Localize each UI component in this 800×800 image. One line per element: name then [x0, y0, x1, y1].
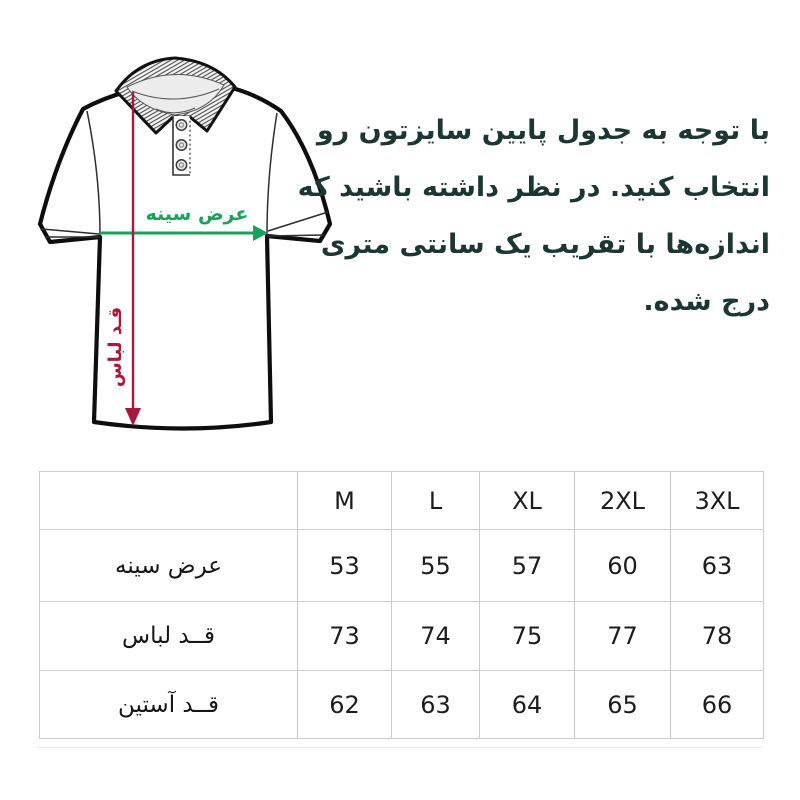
value-cell: 66: [671, 671, 764, 739]
value-cell: 74: [392, 602, 480, 671]
value-cell: 55: [392, 530, 480, 602]
value-cell: 53: [298, 530, 392, 602]
size-table: [39, 471, 764, 739]
chest-width-arrow-label: عرض سینه: [145, 203, 249, 225]
table-header-row: [40, 472, 764, 530]
value-cell: 60: [575, 530, 671, 602]
value-cell: 63: [392, 671, 480, 739]
intro-paragraph: [297, 102, 770, 330]
header-cell-2xl: 2XL: [575, 472, 671, 530]
header-cell-m: M: [298, 472, 392, 530]
value-cell: 75: [480, 602, 575, 671]
row-label: قــد لباس: [40, 602, 298, 671]
row-label: قــد آستین: [40, 671, 298, 739]
row-label: عرض سینه: [40, 530, 298, 602]
intro-line: با توجه به جدول پایین سایزتون رو: [316, 115, 770, 146]
button-icon: [176, 140, 186, 150]
corner-cell: [40, 472, 298, 530]
value-cell: 65: [575, 671, 671, 739]
value-cell: 62: [298, 671, 392, 739]
intro-line: انتخاب کنید. در نظر داشته باشید که: [297, 172, 770, 203]
garment-length-arrow-label: قـد لباس: [105, 306, 126, 388]
header-cell-xl: XL: [480, 472, 575, 530]
intro-line: اندازه‌ها با تقریب یک سانتی متری: [320, 229, 770, 260]
table-row-chest-width: [40, 530, 764, 602]
intro-line: درج شده.: [643, 286, 770, 317]
header-cell-l: L: [392, 472, 480, 530]
table-row-sleeve-length: [40, 671, 764, 739]
value-cell: 64: [480, 671, 575, 739]
button-icon: [176, 120, 186, 130]
shirt-diagram: [25, 45, 345, 445]
table-row-garment-length: [40, 602, 764, 671]
header-cell-3xl: 3XL: [671, 472, 764, 530]
button-icon: [176, 160, 186, 170]
value-cell: 63: [671, 530, 764, 602]
value-cell: 77: [575, 602, 671, 671]
value-cell: 57: [480, 530, 575, 602]
table-bottom-shadow: [36, 747, 763, 748]
value-cell: 78: [671, 602, 764, 671]
polo-shirt-illustration: [25, 45, 345, 445]
value-cell: 73: [298, 602, 392, 671]
size-table-container: [39, 471, 763, 739]
